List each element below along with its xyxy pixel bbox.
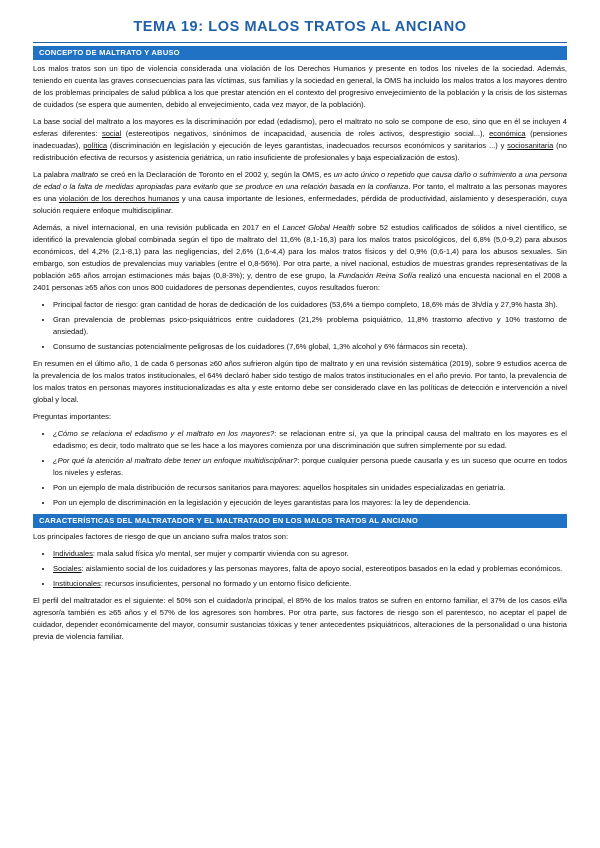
list-item: • Institucionales: recursos insuficientes, personal no formado y un entorno físico deficiente. [53, 578, 567, 590]
list-item: • Sociales: aislamiento social de los cuidadores y las personas mayores, falta de apoyo social, estereotipos basados en la edad y problemas económicos. [53, 563, 567, 575]
list-item: • Consumo de sustancias potencialmente peligrosas de los cuidadores (7,6% global, 1,3% alcohol y 6% fármacos sin receta). [53, 341, 567, 353]
risk-factors-list [33, 548, 567, 590]
paragraph-intro: Los malos tratos son un tipo de violencia considerada una violación de los Derechos Humanos y presente en todos los niveles de la sociedad. Además, teniendo en cuenta las graves consecuencias para las víctimas, sus familias y la sociedad en general, la OMS ha incluido los malos tratos a los mayores dentro de los problemas principales de salud pública a los que prestar atención en el contexto del progresivo envejecimiento de la población y la crisis de los sistemas de cuidados (se espera que aumenten, debido al envejecimiento, cada vez mayor, de la población). [33, 64, 568, 109]
questions-label: Preguntas importantes: [33, 412, 112, 421]
section-header-concepto: CONCEPTO DE MALTRATO Y ABUSO [33, 46, 567, 60]
list-item: • Individuales: mala salud física y/o mental, ser mujer y compartir vivienda con su agresor. [53, 548, 567, 560]
paragraph-base-social: La base social del maltrato a los mayores es la discriminación por edad (edadismo), pero el maltrato no solo se compone de eso, sino que en él se incluyen 4 esferas diferentes: social (estereotipos negativos, sinónimos de incapacidad, ausencia de roles activos, desprestigio social...), económica (pensiones inadecuadas), política (discriminación en legislación y ejecución de leyes garantistas, inadecuados recursos económicos y sanitarios ...) y sociosanitaria (no redistribución efectiva de recursos y asistencia geriátrica, un ratio insuficiente de profesionales y baja especialización de estos). [33, 117, 568, 162]
source-lancet: Lancet Global Health [282, 223, 355, 232]
term-sociosanitaria: sociosanitaria [507, 141, 554, 150]
question-text: ¿Por qué la atención al maltrato debe tener un enfoque multidisciplinar? [53, 456, 298, 465]
term-politica: política [83, 141, 108, 150]
paragraph-factores: Los principales factores de riesgo de que un anciano sufra malos tratos son: [33, 532, 289, 541]
definition-oms: un acto único o repetido que causa daño o sufrimiento a una persona de edad o la falta de medidas apropiadas para evitarlo que se produce en una relación basada en la confianza [33, 170, 568, 191]
question-item [53, 455, 567, 479]
question-item: • Pon un ejemplo de mala distribución de recursos sanitarios para mayores: aquellos hospitales sin unidades especializadas en geriatría. [53, 482, 567, 494]
paragraph-prevalencia: Además, a nivel internacional, en una revisión publicada en 2017 en el Lancet Global Health sobre 52 estudios calificados de sólidos a nivel científico, se identificó la prevalencia global combinada según el tipo de maltrato del 11,6% (8,1-16,3) para los malos tratos psicológicos, del 6,8% (5,0-9,2) para abusos económicos, del 4,2% (2,1-8,1) para las negligencias, del 2,6% (1,6-4,4) para los malos tratos físicos y del 0,9% (0,6-1,4) para los abusos sexuales. Sin embargo, son estudios de prevalencias muy variables (entre el 0,8-56%). Por otra parte, a nivel nacional, estudios de muestras grandes representativas de la población ≥65 años arrojan estimaciones más bajas (0,8-3%); y, dentro de ese grupo, la Fundación Reina Sofía realizó una encuesta nacional en el 2008 a 2401 personas ≥65 años con unos 800 cuidadores de personas dependientes, cuyos resultados fueron: [33, 223, 568, 292]
page-title: TEMA 19: LOS MALOS TRATOS AL ANCIANO [133, 19, 467, 35]
answer-text: : se relacionan entre sí, ya que la principal causa del maltrato en los mayores es el edadismo; es decir, todo maltrato que se les hace a los mayores comienza por una discriminación que sufren simplemente por su edad. [53, 429, 567, 450]
term-economica: económica [489, 129, 526, 138]
questions-list [33, 428, 567, 509]
term-social: social [101, 129, 122, 138]
question-text: ¿Cómo se relaciona el edadismo y el maltrato en los mayores? [53, 429, 275, 438]
factor-label: Sociales [53, 564, 82, 573]
question-item: • Pon un ejemplo de discriminación en la legislación y ejecución de leyes garantistas para los mayores: la ley de dependencia. [53, 497, 567, 509]
factor-label: Individuales [53, 549, 93, 558]
list-item: • Principal factor de riesgo: gran cantidad de horas de dedicación de los cuidadores (53,6% a tiempo completo, 18,6% más de 3h/día y 27,9% hasta 3h). [53, 299, 567, 311]
title-divider [33, 42, 567, 43]
paragraph-resumen: En resumen en el último año, 1 de cada 6 personas ≥60 años sufrieron algún tipo de maltrato y en una revisión sistemática (2019), sobre 9 estudios acerca de la prevalencia de los malos tratos institucionales, el 64% declaró haber sido testigo de malos tratos institucionales en el año previo. Por tanto, la prevalencia de los malos tratos en personas mayores institucionalizadas es alta y este entorno debe ser considerado clave en las políticas de detección e intervención a nivel global y local. [33, 359, 567, 404]
answer-text: : porque cualquier persona puede causarla y es un suceso que ocurre en todos los niveles y esferas. [53, 456, 568, 477]
paragraph-perfil: El perfil del maltratador es el siguiente: el 50% son el cuidador/a principal, el 85% de los malos tratos se sufren en entorno familiar, el 37% de los casos el/la agresor/a también es ≥65 años y el 57% de los agresores son hombres. Por otra parte, sus factores de riesgo son el parentesco, no aceptar el papel de cuidador, depender económicamente del mayor, consumir sustancias tóxicas y tener antecedentes psiquiátricos, alteraciones de la personalidad o una historia previa de violencia familiar. [33, 596, 567, 641]
term-maltrato: maltrato [70, 170, 99, 179]
source-fundacion: Fundación Reina Sofía [338, 271, 417, 280]
factor-label: Institucionales [53, 579, 101, 588]
list-item: • Gran prevalencia de problemas psico-psiquiátricos entre cuidadores (21,2% problema psiquiátrico, 11,8% trastorno afectivo y 10% trastorno de ansiedad). [53, 314, 567, 338]
term-violacion: violación de los derechos humanos [58, 194, 180, 203]
section-header-caracteristicas: CARACTERÍSTICAS DEL MALTRATADOR Y EL MALTRATADO EN LOS MALOS TRATOS AL ANCIANO [33, 514, 567, 528]
paragraph-definicion: La palabra maltrato se creó en la Declaración de Toronto en el 2002 y, según la OMS, es un acto único o repetido que causa daño o sufrimiento a una persona de edad o la falta de medidas apropiadas para evitarlo que se produce en una relación basada en la confianza. Por tanto, el maltrato a las personas mayores es una violación de los derechos humanos y una causa importante de lesiones, enfermedades, pérdida de productividad, aislamiento y desesperación, cuya solución requiere enfoque multidisciplinar. [33, 170, 568, 215]
results-list [33, 299, 567, 353]
question-item [53, 428, 567, 452]
